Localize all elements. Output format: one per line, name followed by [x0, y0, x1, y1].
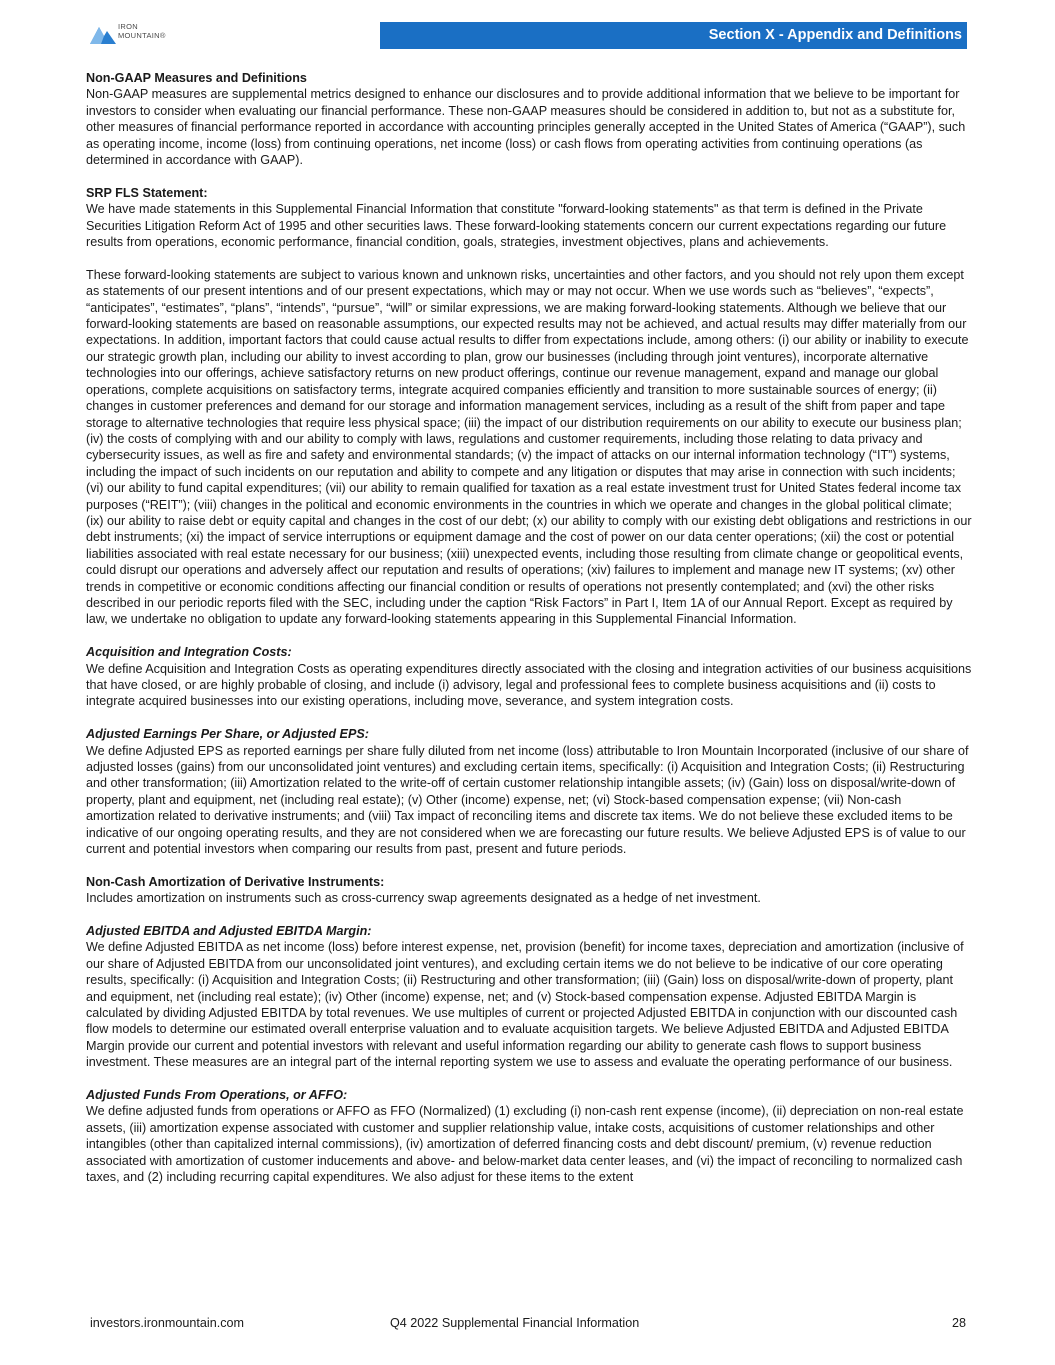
logo-line-2: MOUNTAIN® — [118, 31, 166, 40]
affo-heading: Adjusted Funds From Operations, or AFFO: — [86, 1088, 348, 1103]
nongaap-heading: Non-GAAP Measures and Definitions — [86, 71, 307, 85]
page-content — [86, 70, 972, 1186]
ebitda-heading: Adjusted EBITDA and Adjusted EBITDA Margin: — [86, 924, 372, 939]
logo-wordmark — [118, 22, 166, 40]
ebitda-paragraph: We define Adjusted EBITDA as net income (loss) before interest expense, net, provision (benefit) for income taxes, depreciation and amortization (inclusive of our share of Adjusted EBITDA from our unconsolidated joint ventures), and excluding certain items we do not believe to be indicative of our core operating results, specifically: (i) Acquisition and Integration Costs; (ii) Restructuring and other transformation; (iii) (Gain) loss on disposal/write-down of property, plant and equipment, net (including real estate); (iv) Other (income) expense, net; and (v) Stock-based compensation expense. Adjusted EBITDA Margin is calculated by dividing Adjusted EBITDA by total revenues. We use multiples of current or projected Adjusted EBITDA in conjunction with our discounted cash flow models to determine our estimated overall enterprise valuation and to evaluate acquisition targets. We believe Adjusted EBITDA and Adjusted EBITDA Margin provide our current and potential investors with relevant and useful information regarding our ability to generate cash flows to support business investment. These measures are an integral part of the internal reporting system we use to assess and evaluate the operating performance of our business. — [86, 940, 964, 1070]
company-logo[interactable] — [90, 20, 200, 50]
affo-paragraph: We define adjusted funds from operations or AFFO as FFO (Normalized) (1) excluding (i) non-cash rent expense (income), (ii) depreciation on non-real estate assets, (iii) amortization expense associated with customer and supplier relationship value, intake costs, acquisitions of customer relationships and other intangibles (other than capitalized internal commissions), (iv) amortization of deferred financing costs and debt discount/ premium, (v) revenue reduction associated with amortization of customer inducements and above- and below-market data center leases, and (vi) the impact of reconciling to normalized cash taxes, and (2) including recurring capital expenditures. We also adjust for these items to the extent — [86, 1104, 964, 1185]
section-title-banner: Section X - Appendix and Definitions — [380, 22, 967, 49]
page-number: 28 — [951, 1316, 966, 1330]
footer-document-title: Q4 2022 Supplemental Financial Information — [390, 1316, 640, 1330]
noncash-heading: Non-Cash Amortization of Derivative Instruments: — [86, 874, 385, 889]
logo-line-1: IRON — [118, 22, 138, 31]
noncash-paragraph: Includes amortization on instruments such as cross-currency swap agreements designated as a hedge of net investment. — [86, 891, 761, 906]
eps-heading: Adjusted Earnings Per Share, or Adjusted EPS: — [86, 727, 369, 742]
srp-paragraph-2: These forward-looking statements are subject to various known and unknown risks, uncertainties and other factors, and you should not rely upon them except as statements of our present intentions and of our present expectations, which may or may not occur. When we use words such as “believes”, “expects”, “anticipates”, “estimates”, “plans”, “intends”, “pursue”, “will” or similar expressions, we are making forward-looking statements. Although we believe that our forward-looking statements are based on reasonable assumptions, our expected results may not be achieved, and actual results may differ materially from our expectations. In addition, important factors that could cause actual results to differ from expectations include, among others: (i) our ability or inability to execute our strategic growth plan, including our ability to invest according to plan, grow our businesses (including through joint ventures), incorporate alternative technologies into our offerings, achieve satisfactory returns on new product offerings, continue our revenue management, expand and manage our global operations, complete acquisitions on satisfactory terms, integrate acquired companies efficiently and transition to more sustainable sources of energy; (ii) changes in customer preferences and demand for our storage and information management services, including as a result of the shift from paper and tape storage to alternative technologies that require less physical space; (iii) the impact of our distribution requirements on our ability to execute our business plan; (iv) the costs of complying with and our ability to comply with laws, regulations and customer requirements, including those relating to data privacy and cybersecurity issues, as well as fire and safety and environmental standards; (v) the impact of attacks on our internal information technology (“IT”) systems, including the impact of such incidents on our reputation and ability to compete and any litigation or disputes that may arise in connection with such incidents; (vi) our ability to fund capital expenditures; (vii) our ability to remain qualified for taxation as a real estate investment trust for United States federal income tax purposes (“REIT”); (viii) changes in the political and economic environments in the countries in which we operate and changes in the global political climate; (ix) our ability to raise debt or equity capital and changes in the cost of our debt; (x) our ability to comply with our existing debt obligations and restrictions in our debt instruments; (xi) the impact of service interruptions or equipment damage and the cost of power on our data center operations; (xii) the cost or potential liabilities associated with real estate necessary for our business; (xiii) unexpected events, including those resulting from climate change or geopolitical events, could disrupt our operations and adversely affect our reputation and results of operations; (xiv) failures to implement and manage new IT systems; (xv) other trends in competitive or economic conditions affecting our financial condition or results of operations not presently contemplated; and (xvi) the other risks described in our periodic reports filed with the SEC, including under the caption “Risk Factors” in Part I, Item 1A of our Annual Report. Except as required by law, we undertake no obligation to update any forward-looking statements appearing in this Supplemental Financial Information. — [86, 267, 972, 627]
footer-website-link[interactable]: investors.ironmountain.com — [90, 1316, 244, 1330]
acq-heading: Acquisition and Integration Costs: — [86, 645, 292, 660]
acq-paragraph: We define Acquisition and Integration Costs as operating expenditures directly associated with the closing and integration activities of our business acquisitions that have closed, or are highly probable of closing, and include (i) advisory, legal and professional fees to complete business acquisitions and (ii) costs to integrate acquired businesses into our existing operations, including move, severance, and system integration costs. — [86, 661, 972, 709]
eps-paragraph: We define Adjusted EPS as reported earnings per share fully diluted from net income (loss) attributable to Iron Mountain Incorporated (inclusive of our share of adjusted losses (gains) from our unconsolidated joint ventures) and excluding certain items, specifically: (i) Acquisition and Integration Costs; (ii) Restructuring and other transformation; (iii) Amortization related to the write-off of certain customer relationship intangible assets; (iv) (Gain) loss on disposal/write-down of property, plant and equipment, net (including real estate); (v) Other (income) expense, net; (vi) Stock-based compensation expense; (vii) Non-cash amortization related to derivative instruments; and (viii) Tax impact of reconciling items and discrete tax items. We do not believe these excluded items to be indicative of our ongoing operating results, and they are not considered when we are forecasting our future results. We believe Adjusted EPS is of value to our current and potential investors when comparing our results from past, present and future periods. — [86, 743, 969, 857]
mountain-logo-icon — [90, 24, 116, 44]
srp-heading: SRP FLS Statement: — [86, 185, 208, 200]
nongaap-paragraph: Non-GAAP measures are supplemental metrics designed to enhance our disclosures and to provide additional information that we believe to be important for investors to consider when evaluating our financial performance. These non-GAAP measures should be considered in addition to, but not as a substitute for, other measures of financial performance reported in accordance with accounting principles generally accepted in the United States of America (“GAAP”), such as operating income, income (loss) from continuing operations, net income (loss) or cash flows from operating activities from continuing operations (as determined in accordance with GAAP). — [86, 87, 966, 168]
srp-paragraph-1: We have made statements in this Supplemental Financial Information that constitute "forward-looking statements" as that term is defined in the Private Securities Litigation Reform Act of 1995 and other securities laws. These forward-looking statements concern our current expectations regarding our future results from operations, economic performance, financial condition, goals, strategies, investment objectives, plans and achievements. — [86, 202, 947, 250]
